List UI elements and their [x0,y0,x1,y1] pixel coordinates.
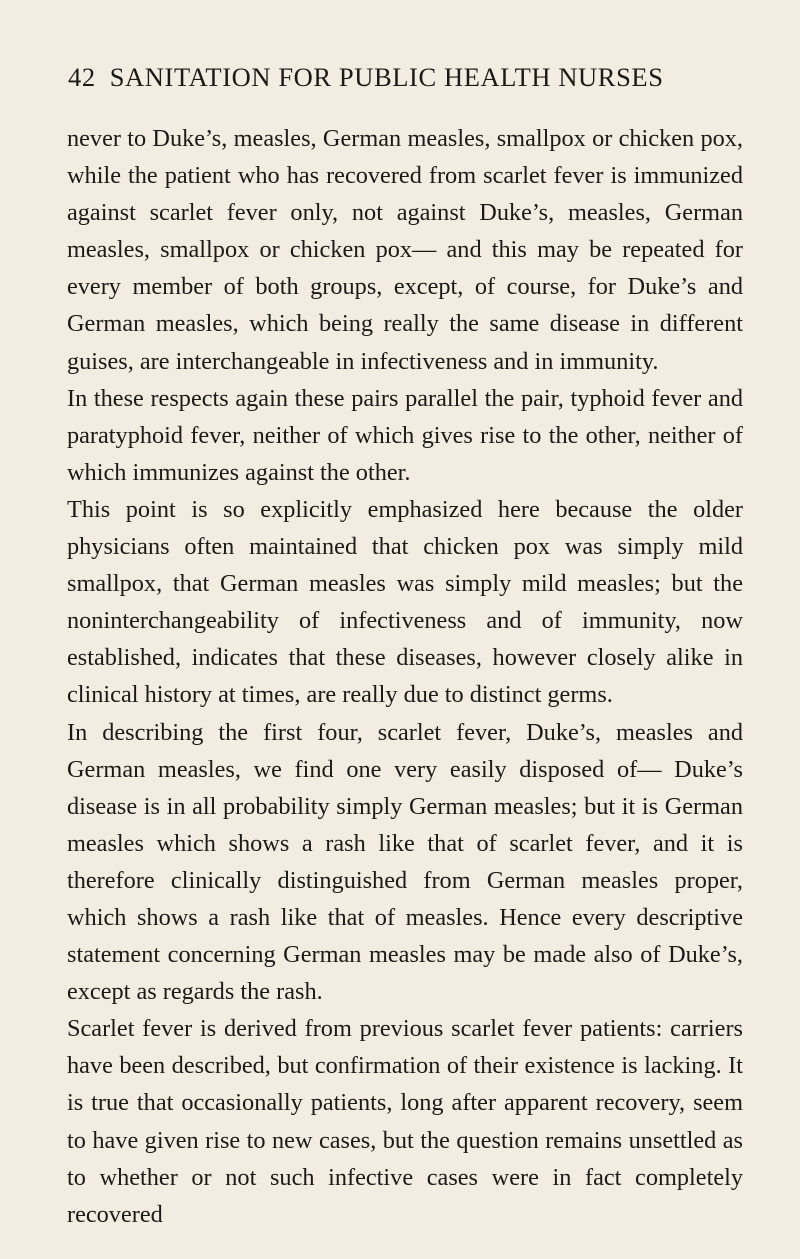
paragraph-first-four: In describing the first four, scarlet fever, Duke’s, measles and German measles, we find one very easily disposed of— Duke’s disease is in all probability simply German measles; but it is German measles which shows a rash like that of scarlet fever, and it is therefore clinically distinguished from German measles proper, which shows a rash like that of measles. Hence every descriptive statement concerning German measles may be made also of Duke’s, except as regards the rash. [67,718,743,1006]
running-title: SANITATION FOR PUBLIC HEALTH NURSES [109,62,664,92]
body-text [67,120,743,1233]
running-head [68,62,748,92]
paragraph-typhoid-parallel: In these respects again these pairs parallel the pair, typhoid fever and paratyphoid fever, neither of which gives rise to the other, neither of which immunizes against the other. [67,384,743,486]
paragraph-continued: never to Duke’s, measles, German measles, smallpox or chicken pox, while the patient who has recovered from scarlet fever is immunized against scarlet fever only, not against Duke’s, measles, German measles, smallpox or chicken pox— and this may be repeated for every member of both groups, except, of course, for Duke’s and German measles, which being really the same disease in different guises, are interchangeable in infectiveness and in immunity. [67,125,743,375]
page-number: 42 [68,62,96,92]
paragraph-scarlet-fever: Scarlet fever is derived from previous scarlet fever patients: carriers have been described, but confirmation of their existence is lacking. It is true that occasionally patients, long after apparent recovery, seem to have given rise to new cases, but the question remains unsettled as to whether or not such infective cases were in fact completely recovered [67,1015,743,1228]
paragraph-emphasis: This point is so explicitly emphasized here because the older physicians often maintained that chicken pox was simply mild smallpox, that German measles was simply mild measles; but the noninterchangeability of infectiveness and of immunity, now established, indicates that these diseases, however closely alike in clinical history at times, are really due to distinct germs. [67,495,743,709]
